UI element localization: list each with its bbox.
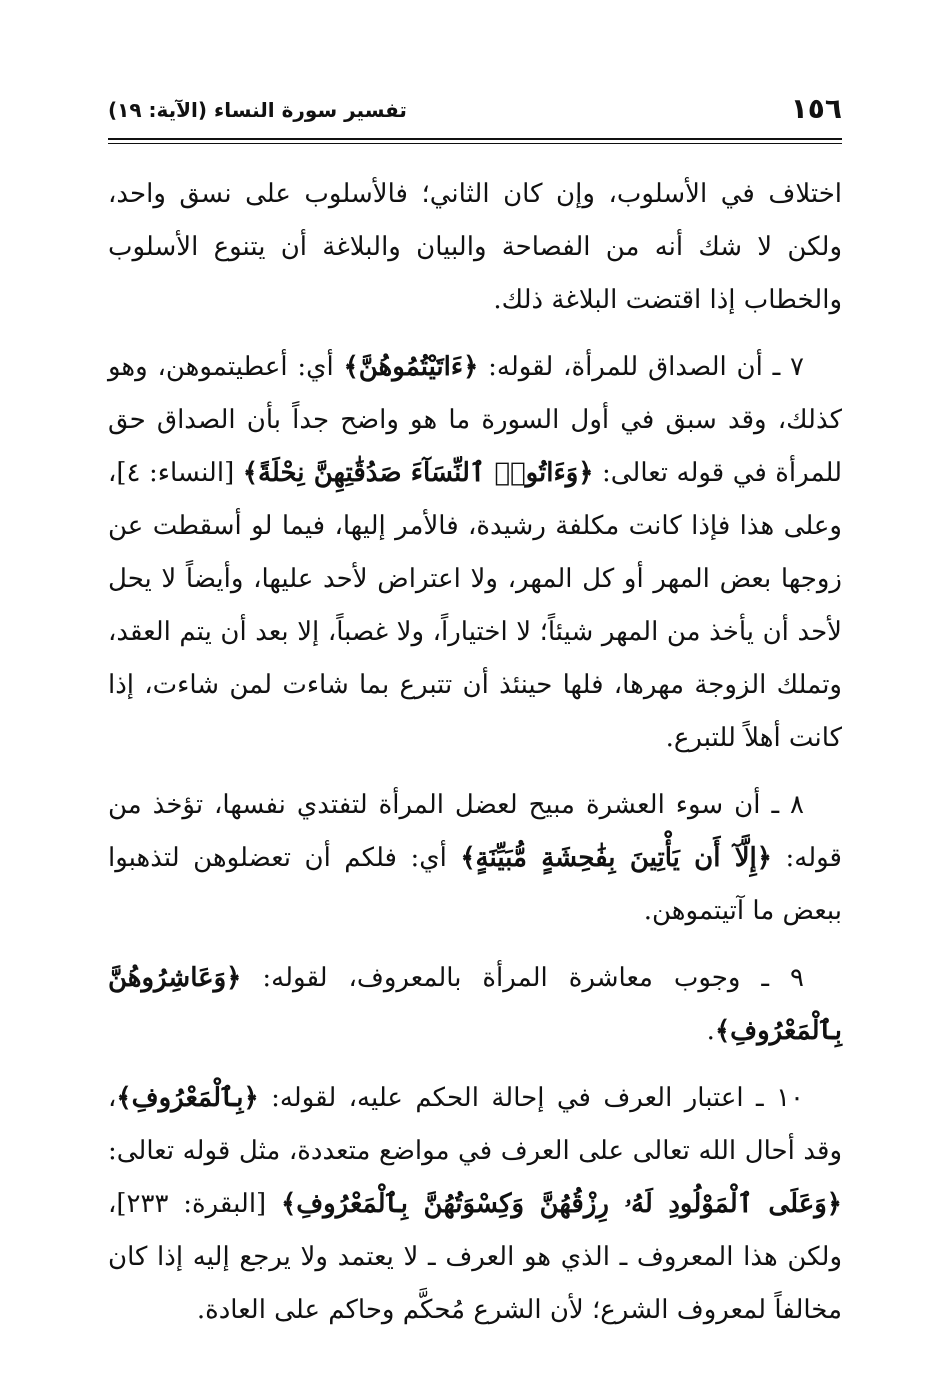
quran-verse: ﴿بِٱلْمَعْرُوفِ﴾ <box>116 1083 259 1113</box>
header-rule <box>108 138 842 140</box>
running-title: تفسير سورة النساء (الآية: ١٩) <box>108 98 407 122</box>
paragraph <box>108 1072 842 1337</box>
page-body <box>108 168 842 1351</box>
quran-verse: ﴿وَءَاتُوا۟ ٱلنِّسَآءَ صَدُقَٰتِهِنَّ نِحْلَةً﴾ <box>242 458 594 488</box>
paragraph-text: أي: فلكم أن تعضلوهن لتذهبوا ببعض ما آتيتموهن. <box>108 843 842 926</box>
paragraph-text: [البقرة: ٢٣٣]، ولكن هذا المعروف ـ الذي هو العرف ـ لا يعتمد ولا يرجع إليه إذا كان مخالفاً لمعروف الشرع؛ لأن الشرع مُحكَّم وحاكم على العادة. <box>108 1189 842 1325</box>
paragraph-text: ٨ ـ أن سوء العشرة مبيح لعضل المرأة لتفتدي نفسها، تؤخذ من قوله: <box>108 790 842 873</box>
quran-verse: ﴿إِلَّآ أَن يَأْتِينَ بِفَٰحِشَةٍ مُّبَيِّنَةٍ﴾ <box>460 843 773 873</box>
paragraph-text: [النساء: ٤]، وعلى هذا فإذا كانت مكلفة رشيدة، فالأمر إليها، فيما لو أسقطت عن زوجها بعض المهر أو كل المهر، ولا اعتراض لأحد عليها، وأيضاً لا يحل لأحد أن يأخذ من المهر شيئاً؛ لا اختياراً، ولا غصباً، إلا بعد أن يتم العقد، وتملك الزوجة مهرها، فلها حينئذ أن تتبرع بما شاءت لمن شاءت، إذا كانت أهلاً للتبرع. <box>108 458 842 753</box>
quran-verse: ﴿وَعَاشِرُوهُنَّ بِٱلْمَعْرُوفِ﴾ <box>108 963 842 1046</box>
paragraph-text: ٧ ـ أن الصداق للمرأة، لقوله: <box>478 352 804 382</box>
paragraph-text: اختلاف في الأسلوب، وإن كان الثاني؛ فالأسلوب على نسق واحد، ولكن لا شك أنه من الفصاحة والبيان والبلاغة أن يتنوع الأسلوب والخطاب إذا اقتضت البلاغة ذلك. <box>108 179 842 315</box>
paragraph <box>108 341 842 765</box>
paragraph-text: . <box>706 1016 715 1046</box>
paragraph-text: ٩ ـ وجوب معاشرة المرأة بالمعروف، لقوله: <box>241 963 804 993</box>
quran-verse: ﴿ءَاتَيْتُمُوهُنَّ﴾ <box>343 352 479 382</box>
paragraph <box>108 779 842 938</box>
paragraph-text: ، وقد أحال الله تعالى على العرف في مواضع متعددة، مثل قوله تعالى: <box>108 1083 842 1166</box>
paragraph-text: ١٠ ـ اعتبار العرف في إحالة الحكم عليه، لقوله: <box>258 1083 804 1113</box>
paragraph <box>108 952 842 1058</box>
page-number: ١٥٦ <box>790 92 842 125</box>
header-rule-thin <box>108 143 842 144</box>
paragraph <box>108 168 842 327</box>
quran-verse: ﴿وَعَلَى ٱلْمَوْلُودِ لَهُۥ رِزْقُهُنَّ وَكِسْوَتُهُنَّ بِٱلْمَعْرُوفِ﴾ <box>280 1189 843 1219</box>
page-header <box>108 92 842 136</box>
paragraph-text: أي: أعطيتموهن، وهو كذلك، وقد سبق في أول السورة ما هو واضح جداً بأن الصداق حق للمرأة في قوله تعالى: <box>108 352 843 488</box>
